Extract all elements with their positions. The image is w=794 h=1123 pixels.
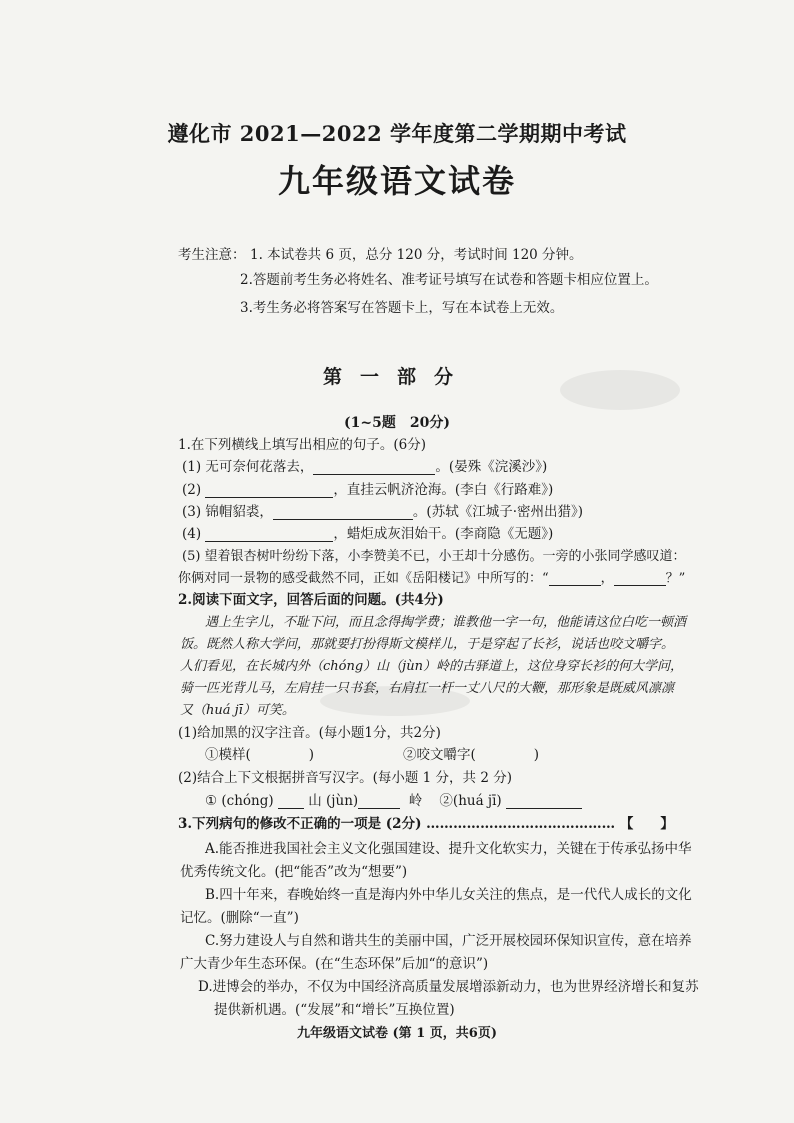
q1-line-2 bbox=[182, 478, 553, 498]
q2-sub-text: ① (chóng) bbox=[205, 793, 274, 809]
q1-line-text: (3) 锦帽貂裘， bbox=[182, 504, 273, 520]
q2-sub1-stem: (1)给加黑的汉字注音。(每小题1分，共2分) bbox=[178, 725, 441, 741]
exam-subtitle: 九年级语文试卷 bbox=[277, 162, 516, 200]
q1-line-5a: (5) 望着银杏树叶纷纷下落，小李赞美不已，小王却十分感伤。一旁的小张同学感叹道： bbox=[182, 549, 686, 564]
passage-line: 人们看见，在长城内外（chóng）山（jùn）岭的古驿道上，这位身穿长衫的何大学问， bbox=[180, 659, 683, 674]
q2-sub1-a bbox=[205, 743, 314, 763]
q1-line-5b bbox=[178, 567, 685, 586]
q1-line-text: ，直挂云帆济沧海。(李白《行路难》) bbox=[333, 482, 554, 498]
q2-sub2-stem: (2)结合上下文根据拼音写汉字。(每小题 1 分，共 2 分) bbox=[178, 770, 512, 786]
q3-option-b: B.四十年来，春晚始终一直是海内外中华儿女关注的焦点，是一代代人成长的文化 bbox=[205, 887, 692, 903]
q2-sub-text: ) bbox=[533, 747, 540, 763]
q3-stem bbox=[178, 812, 674, 832]
q3-option-d: D.进博会的举办，不仅为中国经济高质量发展增添新动力，也为世界经济增长和复苏 bbox=[198, 979, 699, 995]
q2-sub-text: ②咬文嚼字( bbox=[403, 747, 476, 763]
passage-line: 又（huá jī）可笑。 bbox=[180, 703, 295, 718]
q3-option-b-cont: 记忆。(删除“一直”) bbox=[180, 910, 299, 926]
section-title-char: 一 bbox=[359, 366, 397, 388]
section-title-char: 第 bbox=[322, 366, 360, 388]
section-title bbox=[0, 362, 794, 389]
passage-line: 遇上生字儿，不耻下问，而且念得掏学费；谁教他一字一句，他能请这位白吃一顿酒 bbox=[205, 615, 687, 630]
q2-sub-text: 山 (jùn) bbox=[308, 793, 359, 809]
answer-blank[interactable] bbox=[614, 571, 666, 586]
notice-item-2: 2.答题前考生务必将姓名、准考证号填写在试卷和答题卡相应位置上。 bbox=[240, 272, 658, 288]
notice-label: 考生注意： bbox=[178, 247, 246, 263]
section-title-char: 部 bbox=[397, 366, 435, 388]
q1-line-text: ？” bbox=[665, 571, 686, 586]
answer-blank[interactable] bbox=[205, 527, 333, 542]
notice-item-3: 3.考生务必将答案写在答题卡上，写在本试卷上无效。 bbox=[240, 300, 564, 316]
section-subtitle: (1~5题 20分) bbox=[344, 415, 450, 431]
q2-sub-text: ) bbox=[308, 747, 315, 763]
q2-sub-text: ②(huá jī) bbox=[439, 793, 502, 809]
section-title-char: 分 bbox=[434, 366, 472, 388]
q1-line-text: 。(晏殊《浣溪沙》) bbox=[435, 459, 548, 475]
q3-stem-text: 3.下列病句的修改不正确的一项是 (2分) …………………………………… bbox=[178, 816, 616, 832]
q2-sub-text: ①模样( bbox=[205, 747, 251, 763]
answer-blank[interactable] bbox=[205, 483, 333, 498]
q2-sub2-items bbox=[205, 789, 582, 809]
exam-title: 遵化市 2021—2022 学年度第二学期期中考试 bbox=[167, 121, 627, 146]
answer-blank[interactable] bbox=[358, 794, 400, 809]
q1-line-text: 。(苏轼《江城子·密州出猎》) bbox=[412, 504, 583, 520]
q2-stem: 2.阅读下面文字，回答后面的问题。(共4分) bbox=[178, 592, 444, 608]
q1-line-text: ，蜡炬成灰泪始干。(李商隐《无题》) bbox=[333, 526, 554, 542]
q1-line-text: 你俩对同一景物的感受截然不同，正如《岳阳楼记》中所写的：“ bbox=[178, 571, 549, 586]
q3-option-c: C.努力建设人与自然和谐共生的美丽中国，广泛开展校园环保知识宣传，意在培养 bbox=[205, 933, 692, 949]
answer-blank[interactable] bbox=[549, 571, 601, 586]
q1-line-text: (2) bbox=[182, 482, 202, 498]
page-footer: 九年级语文试卷 (第 1 页，共6页) bbox=[297, 1026, 497, 1041]
q1-line-text: ， bbox=[600, 571, 614, 586]
q2-sub-text: 岭 bbox=[408, 793, 423, 809]
q1-line-1 bbox=[182, 455, 547, 475]
answer-blank[interactable] bbox=[273, 505, 413, 520]
q1-line-text: (1) 无可奈何花落去， bbox=[182, 459, 314, 475]
q1-line-3 bbox=[182, 500, 583, 520]
q3-option-c-cont: 广大青少年生态环保。(在“生态环保”后加“的意识”) bbox=[180, 956, 489, 972]
q3-option-d-cont: 提供新机遇。(“发展”和“增长”互换位置) bbox=[214, 1002, 455, 1018]
notice-item-1: 1. 本试卷共 6 页，总分 120 分，考试时间 120 分钟。 bbox=[250, 247, 583, 263]
q1-line-4 bbox=[182, 522, 553, 542]
passage-line: 骑一匹光背儿马，左肩挂一只书套，右肩扛一杆一丈八尺的大鞭，那形象是既威风凛凛 bbox=[180, 681, 675, 696]
answer-blank[interactable] bbox=[506, 794, 582, 809]
q3-option-a-cont: 优秀传统文化。(把“能否”改为“想要”) bbox=[180, 864, 408, 880]
q1-line-text: (4) bbox=[182, 526, 202, 542]
answer-bracket[interactable]: 【 】 bbox=[619, 816, 674, 832]
q1-stem: 1.在下列横线上填写出相应的句子。(6分) bbox=[178, 437, 427, 453]
q2-sub1-b bbox=[403, 743, 539, 763]
answer-blank[interactable] bbox=[313, 460, 435, 475]
passage-line: 饭。既然人称大学问，那就要打扮得斯文模样儿，于是穿起了长衫，说话也咬文嚼字。 bbox=[180, 637, 675, 652]
answer-blank[interactable] bbox=[278, 794, 304, 809]
q3-option-a: A.能否推进我国社会主义文化强国建设、提升文化软实力，关键在于传承弘扬中华 bbox=[205, 841, 692, 857]
